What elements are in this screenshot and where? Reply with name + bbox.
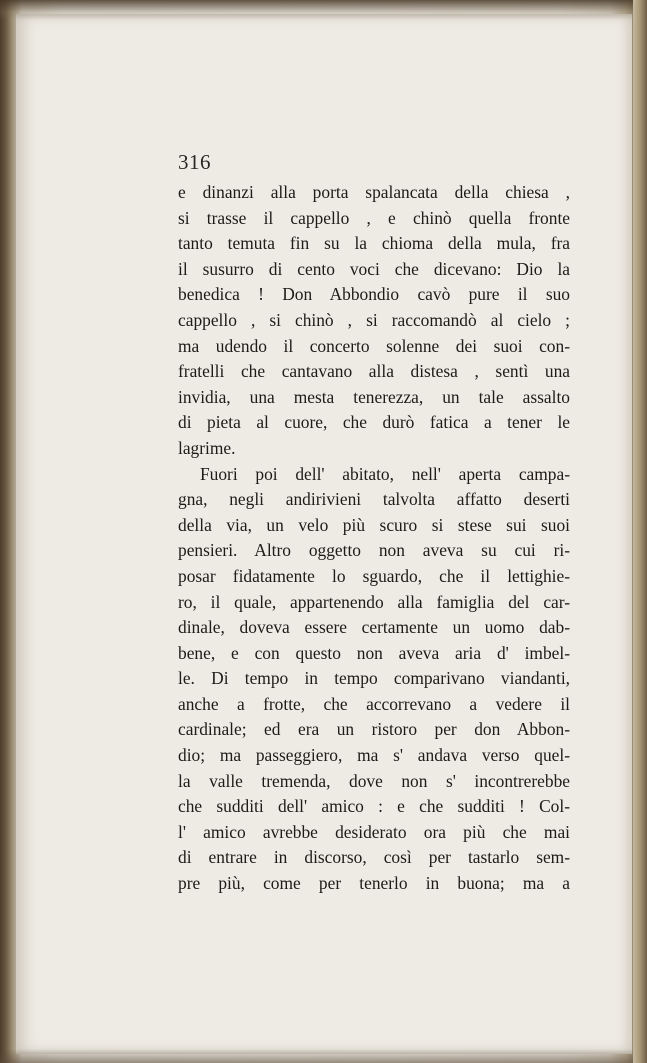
text-line: le. Di tempo in tempo comparivano viandanti, xyxy=(178,668,570,689)
text-line: della via, un velo più scuro si stese sui suoi xyxy=(178,514,570,535)
text-line: pre più, come per tenerlo in buona; ma a xyxy=(178,873,570,894)
top-edge-shadow xyxy=(0,0,647,20)
bottom-edge-shadow xyxy=(0,1049,647,1063)
text-line: pensieri. Altro oggetto non aveva su cui ri- xyxy=(178,540,570,561)
text-line: il susurro di cento voci che dicevano: Dio la xyxy=(178,258,570,279)
text-line: posar fidatamente lo sguardo, che il lettighie- xyxy=(178,565,570,586)
text-line: anche a frotte, che accorrevano a vedere il xyxy=(178,693,570,714)
right-page-edge xyxy=(633,0,647,1063)
text-line: lagrime. xyxy=(178,437,236,458)
text-line: invidia, una mesta tenerezza, un tale assalto xyxy=(178,386,570,407)
text-line: benedica ! Don Abbondio cavò pure il suo xyxy=(178,284,570,305)
text-line: tanto temuta fin su la chioma della mula, fra xyxy=(178,233,570,254)
text-line: di entrare in discorso, così per tastarlo sem- xyxy=(178,847,570,868)
text-line: l' amico avrebbe desiderato ora più che mai xyxy=(178,821,570,842)
text-line: ma udendo il concerto solenne dei suoi con- xyxy=(178,335,570,356)
text-line: dio; ma passeggiero, ma s' andava verso quel- xyxy=(178,745,570,766)
text-line: la valle tremenda, dove non s' incontrerebbe xyxy=(178,770,570,791)
text-line: si trasse il cappello , e chinò quella fronte xyxy=(178,207,570,228)
text-line: gna, negli andirivieni talvolta affatto deserti xyxy=(178,489,570,510)
text-line: ro, il quale, appartenendo alla famiglia del car- xyxy=(178,591,570,612)
page-number: 316 xyxy=(178,150,211,174)
text-line: e dinanzi alla porta spalancata della chiesa , xyxy=(178,182,570,202)
text-line: cardinale; ed era un ristoro per don Abbon- xyxy=(178,719,570,740)
text-line: fratelli che cantavano alla distesa , sentì una xyxy=(178,361,570,382)
text-line: cappello , si chinò , si raccomandò al cielo ; xyxy=(178,309,570,330)
text-line: che sudditi dell' amico : e che sudditi ! Col- xyxy=(178,796,570,817)
text-line: di pieta al cuore, che durò fatica a tener le xyxy=(178,412,570,433)
text-line: dinale, doveva essere certamente un uomo dab- xyxy=(178,617,570,638)
text-line: Fuori poi dell' abitato, nell' aperta campa- xyxy=(200,463,570,484)
body-text xyxy=(178,180,570,897)
text-line: bene, e con questo non aveva aria d' imbel- xyxy=(178,642,570,663)
